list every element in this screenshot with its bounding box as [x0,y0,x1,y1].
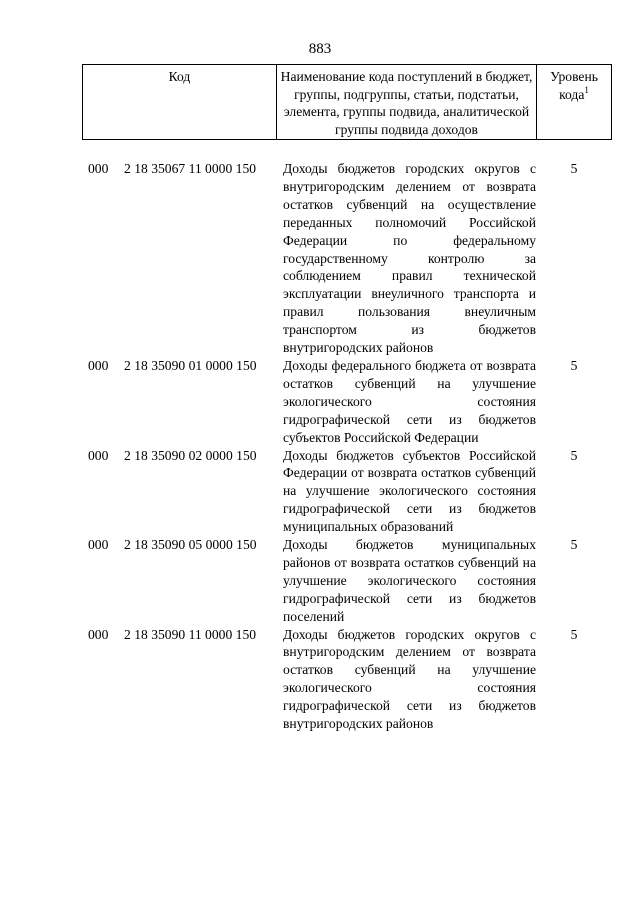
row-level: 5 [570,161,578,176]
row-prefix: 000 [88,537,109,553]
row-prefix: 000 [88,161,109,176]
table-header [82,64,612,140]
header-name: Наименование кода поступлений в бюджет, группы, подгруппы, статьи, подстатьи, элемента, группы подвида, аналитической группы подвида доходов [276,65,536,139]
row-name: Доходы бюджетов городских округов с внутригородским делением от возврата остатков субвенций на улучшение экологического состояния гидрографической сети из бюджетов внутригородских районов [283,626,536,732]
row-code: 2 18 35067 11 0000 150 [124,161,257,176]
table-row [0,160,640,357]
header-code: Код [82,65,276,139]
header-level-label: Уровень код [550,69,598,102]
row-prefix: 000 [88,626,109,642]
row-name: Доходы бюджетов муниципальных районов от возврата остатков субвенций на улучшение экологического состояния гидрографической сети из бюджетов поселений [283,537,536,624]
table-row [0,357,640,447]
row-level: 5 [570,626,578,642]
table-body [0,160,640,733]
table-row [0,536,640,626]
row-prefix: 000 [88,357,109,373]
header-level-footnote: 1 [584,84,589,95]
row-name: Доходы бюджетов городских округов с внутригородским делением от возврата остатков субвенций на осуществление переданных полномочий Российской Федерации по федеральному государственному контролю за соблюдением правил технической эксплуатации внеуличного транспорта и правил пользования внеуличным транспортом из бюджетов внутригородских районов [283,161,536,356]
row-code: 2 18 35090 02 0000 150 [124,447,257,463]
table-row [0,447,640,537]
table-row [0,626,640,733]
row-name: Доходы бюджетов субъектов Российской Федерации от возврата остатков субвенций на улучшение экологического состояния гидрографической сети из бюджетов муниципальных образований [283,447,536,535]
row-code: 2 18 35090 01 0000 150 [124,357,257,373]
row-level: 5 [570,537,578,553]
row-level: 5 [570,357,578,373]
row-level: 5 [570,447,578,463]
row-name: Доходы федерального бюджета от возврата остатков субвенций на улучшение экологического состояния гидрографической сети из бюджетов субъектов Российской Федерации [283,357,536,445]
header-level [536,65,612,139]
page-number: 883 [308,41,332,57]
row-code: 2 18 35090 05 0000 150 [124,537,257,553]
header-level-tail: а [578,86,585,102]
row-code: 2 18 35090 11 0000 150 [124,626,257,642]
row-prefix: 000 [88,447,109,463]
